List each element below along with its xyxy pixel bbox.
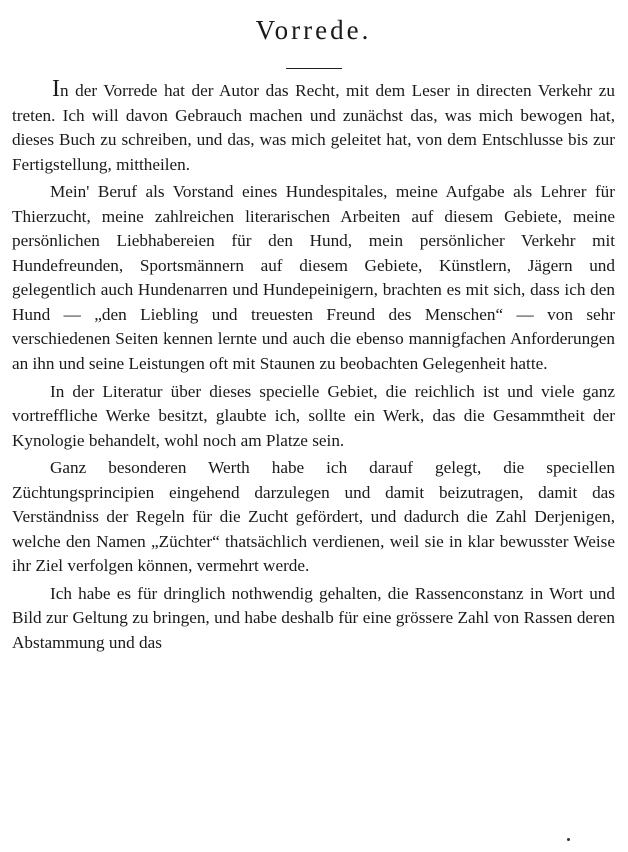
title-divider: [286, 68, 342, 69]
paragraph-4: Ganz besonderen Werth habe ich darauf gelegt, die speciellen Züchtungsprincipien eingehend darzulegen und damit beizutragen, damit das Verständniss der Regeln für die Zucht gefördert, und dadurch die Zahl Derjenigen, welche den Namen „Züchter“ thatsächlich verdienen, weil sie in klar bewusster Weise ihr Ziel verfolgen können, vermehrt werde.: [12, 458, 615, 576]
paragraph-5: Ich habe es für dringlich nothwendig gehalten, die Rassenconstanz in Wort und Bild zur Geltung zu bringen, und habe deshalb für eine grössere Zahl von Rassen deren Abstammung und das: [12, 583, 615, 653]
paragraph-3: In der Literatur über dieses specielle Gebiet, die reichlich ist und viele ganz vortreffliche Werke besitzt, glaubte ich, sollte ein Werk, das die Gesammtheit der Kynologie behandelt, wohl noch am Platze sein.: [12, 381, 615, 450]
paragraph-2: Mein' Beruf als Vorstand eines Hundespitales, meine Aufgabe als Lehrer für Thierzucht, meine zahlreichen literarischen Arbeiten auf diesem Gebiete, meine persönlichen Liebhabereien für den Hund, mein persönlicher Verkehr mit Hundefreunden, Sportsmännern auf diesem Gebiete, Künstlern, Jägern und gelegentlich auch Hundenarren und Hundepeinigern, brachten es mit sich, dass ich den Hund — „den Liebling und treuesten Freund des Menschen“ — von sehr verschiedenen Seiten kennen lernte und auch die ebenso mannigfachen Anforderungen an ihn und seine Leistungen oft mit Staunen zu beobachten Gelegenheit hatte.: [12, 182, 615, 374]
initial-letter: I: [52, 76, 60, 102]
page-title: Vorrede.: [255, 15, 372, 45]
paragraph-1-text: n der Vorrede hat der Autor das Recht, mit dem Leser in directen Verkehr zu treten. Ich will davon Gebrauch machen und zunächst das, was mich bewogen hat, dieses Buch zu schreiben, und das, was mich geleitet hat, von dem Entschlusse bis zur Fertigstellung, mittheilen.: [12, 81, 615, 174]
page-mark: [567, 838, 570, 841]
body-text: [12, 76, 615, 656]
paragraph-1: [12, 76, 615, 177]
